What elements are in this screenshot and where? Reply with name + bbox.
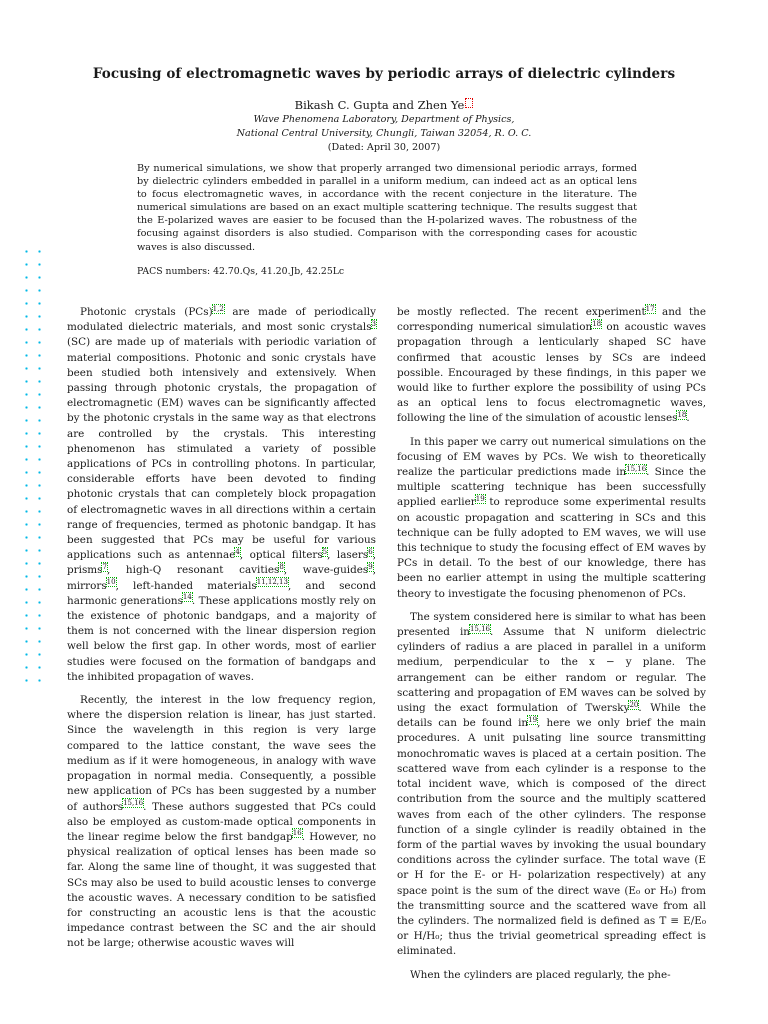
citation-link[interactable]: 18 (592, 319, 602, 328)
citation-link[interactable]: 15,16 (626, 464, 647, 473)
citation-link[interactable]: 7 (102, 562, 107, 571)
citation-link[interactable]: 18 (677, 410, 687, 419)
citation-link[interactable]: 17 (645, 304, 655, 313)
citation-link[interactable]: 5 (322, 547, 328, 556)
paper-date: (Dated: April 30, 2007) (327, 142, 441, 153)
paragraph: Recently, the interest in the low frequency region, where the dispersion relation is linear, has just started. Since the wavelength in this region is very large compared to the lattice constant, the wave sees the medium as if it were homogeneous, in analogy with wave propagation in normal media. Consequently, a possible new application of PCs has been suggested by a number of authors$^{15,16}$. These authors suggested that PCs could also be employed as custom-made optical components in the linear regime below the first bandgap$^{16}$. However, no physical realization of optical lenses has been made so far. Along the same line of thought, it was suggested that SCs may also be used to build acoustic lenses to converge the acoustic waves. A necessary condition to be satisfied for constructing an acoustic lens is that the acoustic impedance contrast between the SC and the air should not be large; otherwise acoustic waves will (67, 694, 376, 950)
affiliation-line-1: Wave Phenomena Laboratory, Department of Physics, (253, 114, 515, 125)
citation-link[interactable]: 9 (368, 562, 373, 571)
right-column (397, 305, 706, 991)
citation-link[interactable]: 19 (475, 494, 485, 503)
affiliation-line-2: National Central University, Chungli, Taiwan 32054, R. O. C. (236, 128, 532, 139)
author-footnote-link[interactable] (465, 98, 473, 108)
paragraph: The system considered here is similar to what has been presented in$^{15,16}$. Assume that N uniform dielectric cylinders of radius a are placed in parallel in a uniform medium, perpendicular to the x − y plane. The arrangement can be either random or regular. The scattering and propagation of EM waves can be solved by using the exact formulation of Twersky$^{20}$. While the details can be found in$^{19}$, here we only brief the main procedures. A unit pulsating line source transmitting monochromatic waves is placed at a certain position. The scattered wave from each cylinder is a response to the total incident wave, which is composed of the direct contribution from the source and the multiply scattered waves from each of the other cylinders. The response function of a single cylinder is readily obtained in the form of the partial waves by invoking the usual boundary conditions across the cylinder surface. The total wave (E or H for the E- or H- polarization respectively) at any space point is the sum of the direct wave (E₀ or H₀) from the transmitting source and the scattered wave from all the cylinders. The normalized field is defined as T ≡ E/E₀ or H/H₀; thus the trivial geometrical spreading effect is eliminated. (397, 610, 707, 958)
citation-link[interactable]: 10 (106, 578, 116, 587)
citation-link[interactable]: 11,12,13 (256, 578, 288, 587)
paragraph: be mostly reflected. The recent experiment$^{17}$ and the corresponding numerical simulation$^{18}$ on acoustic waves propagation through a lenticularly shaped SC have confirmed that acoustic lenses by SCs are indeed possible. Encouraged by these findings, in this paper we would like to further explore the possibility of using PCs as an optical lens to focus electromagnetic waves, following the line of the simulation of acoustic lenses$^{18}$. (397, 304, 706, 425)
margin-marker-dots (20, 245, 48, 685)
citation-link[interactable]: 3 (371, 319, 376, 328)
citation-link[interactable]: 1,2 (212, 304, 224, 313)
paragraph: When the cylinders are placed regularly, the phe- (410, 968, 671, 981)
citation-link[interactable]: 15,16 (469, 624, 491, 633)
citation-link[interactable]: 14 (182, 593, 192, 602)
paragraph: In this paper we carry out numerical simulations on the focusing of EM waves by PCs. We wish to theoretically realize the particular predictions made in$^{15,16}$. Since the multiple scattering technique has been successfully applied earlier$^{19}$ to reproduce some experimental results on acoustic propagation and scattering in SCs and this technique can be fully adopted to EM waves, we will use this technique to study the focusing effect of EM waves by PCs in detail. To the best of our knowledge, there has been no earlier attempt in using the multiple scattering theory to investigate the focusing phenomenon of PCs. (397, 435, 706, 600)
authors-text: Bikash C. Gupta and Zhen Ye (294, 98, 465, 112)
abstract: By numerical simulations, we show that properly arranged two dimensional periodic arrays, formed by dielectric cylinders embedded in parallel in a uniform medium, can indeed act as an optical lens to focus electromagnetic waves, in accordance with the recent conjecture in the literature. The numerical simulations are based on an exact multiple scattering technique. The results suggest that the E-polarized waves are easier to be focused than the H-polarized waves. The robustness of the focusing against disorders is also studied. Comparison with the corresponding cases for acoustic waves is also discussed. (137, 163, 637, 253)
citation-link[interactable]: 6 (368, 547, 373, 556)
paper-authors (0, 98, 768, 112)
citation-link[interactable]: 8 (279, 562, 284, 571)
citation-link[interactable]: 16 (292, 829, 302, 838)
citation-link[interactable]: 20 (629, 700, 639, 709)
paper-title: Focusing of electromagnetic waves by periodic arrays of dielectric cylinders (92, 66, 676, 82)
paragraph: Photonic crystals (PCs)$^{1,2}$ are made of periodically modulated dielectric materials, and most sonic crystals$^3$ (SC) are made up of materials with periodic variation of material compositions. Photonic and sonic crystals have been studied both intensively and extensively. When passing through photonic crystals, the propagation of electromagnetic (EM) waves can be significantly affected by the photonic crystals in the same way as that electrons are controlled by the crystals. This interesting phenomenon has stimulated a variety of possible applications of PCs in controlling photons. In particular, considerable efforts have been devoted to finding photonic crystals that can completely block propagation of electromagnetic waves in all directions within a certain range of frequencies, termed as photonic bandgap. It has been suggested that PCs may be useful for various applications such as antennae$^4$, optical filters$^5$, lasers$^6$, prisms$^7$, high-Q resonant cavities$^8$, wave-guides$^9$, mirrors$^{10}$, left-handed materials$^{11,12,13}$, and second harmonic generations$^{14}$. These applications mostly rely on the existence of photonic bandgaps, and a majority of them is not concerned with the linear dispersion region well below the first gap. In other words, most of earlier studies were focused on the formation of bandgaps and the inhibited propagation of waves. (67, 304, 377, 683)
citation-link[interactable]: 19 (528, 715, 538, 724)
citation-link[interactable]: 4 (235, 547, 240, 556)
left-column (67, 305, 376, 960)
pacs-numbers: PACS numbers: 42.70.Qs, 41.20.Jb, 42.25Lc (137, 266, 345, 277)
citation-link[interactable]: 15,16 (123, 799, 144, 808)
